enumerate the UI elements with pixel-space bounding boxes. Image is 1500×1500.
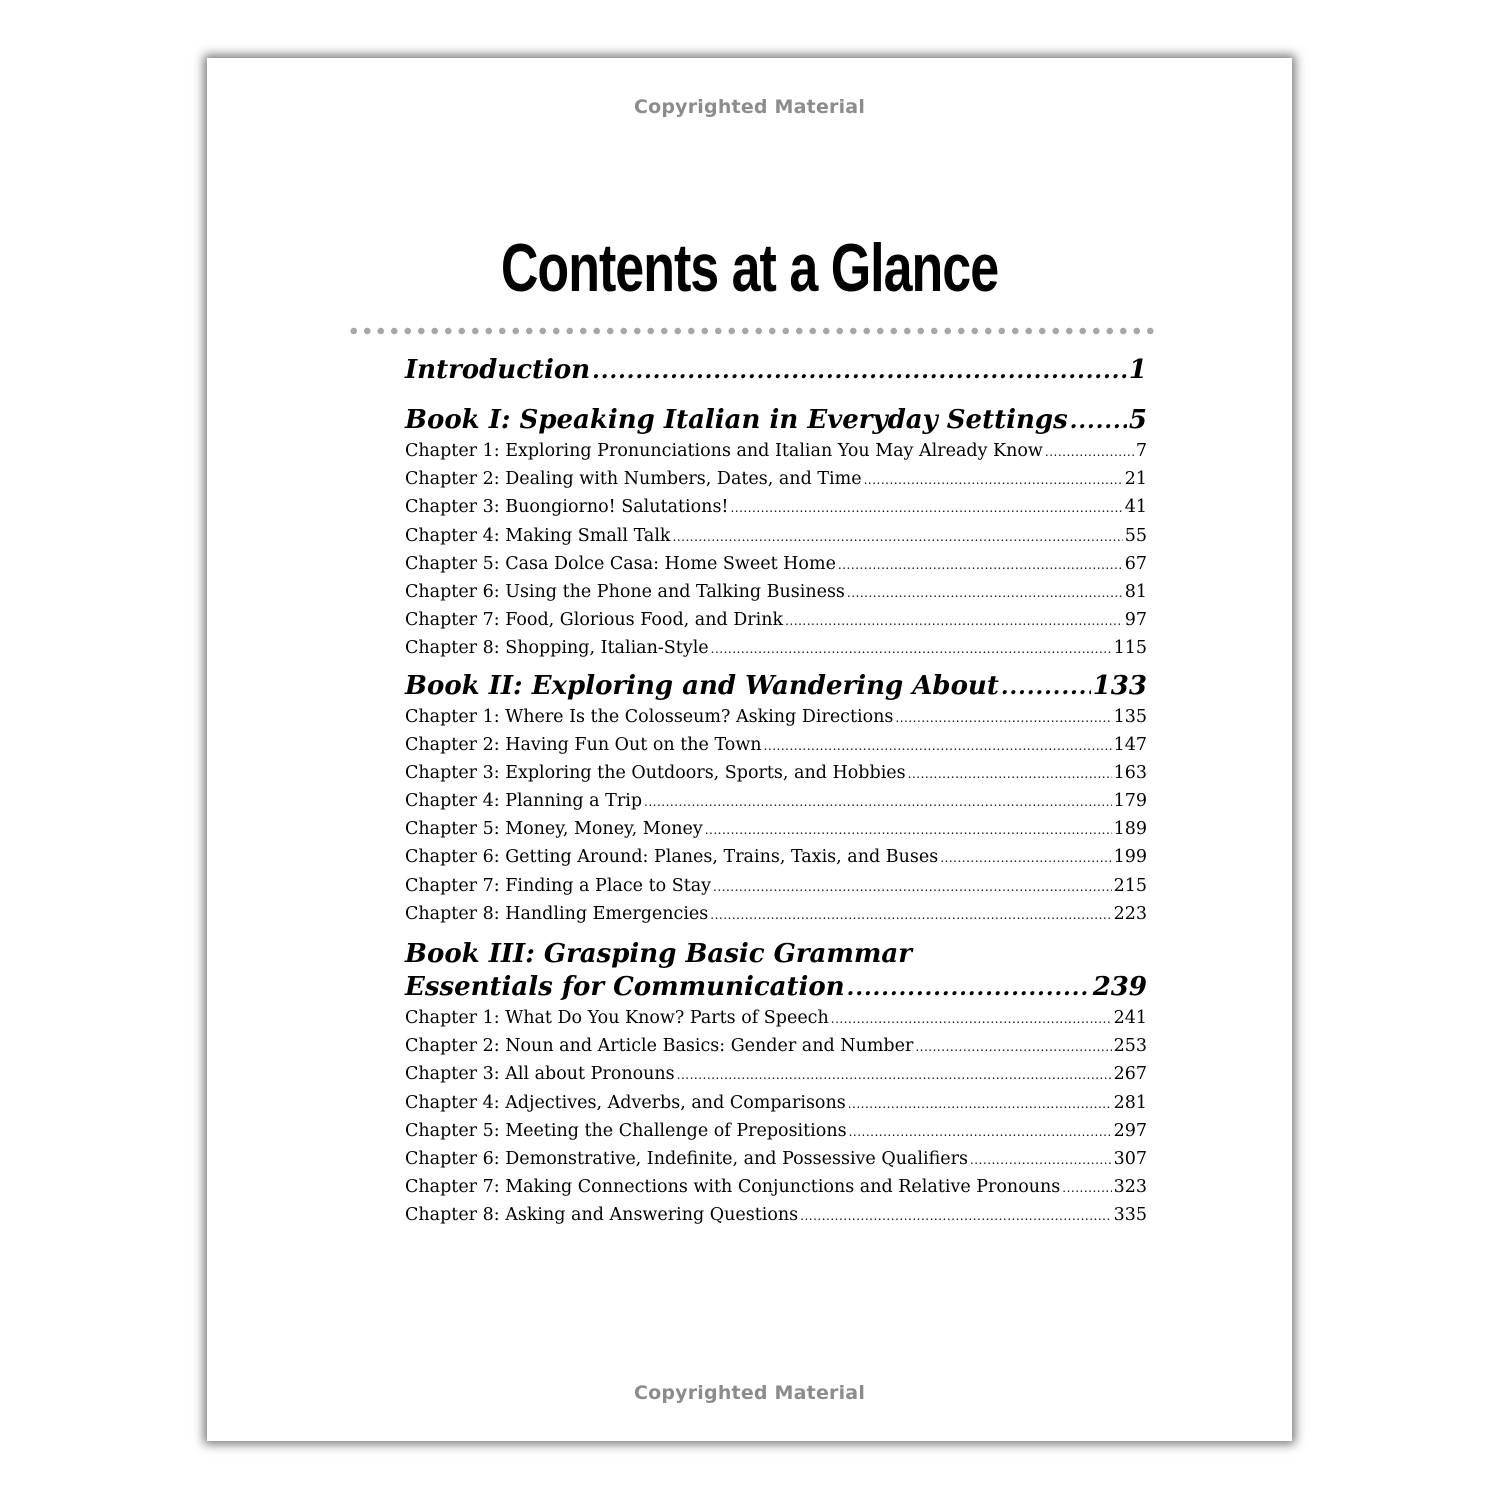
dotted-divider bbox=[347, 326, 1157, 336]
chapter-page: 335 bbox=[1113, 1205, 1147, 1226]
chapter-label: Chapter 6: Demonstrative, Indefinite, and Possessive Qualifiers bbox=[405, 1148, 968, 1169]
chapter-label: Chapter 3: All about Pronouns bbox=[405, 1064, 675, 1085]
chapter-label: Chapter 2: Dealing with Numbers, Dates, and Time bbox=[405, 469, 862, 490]
chapter-label: Chapter 7: Food, Glorious Food, and Drink bbox=[405, 610, 784, 631]
book-1-title: Book I: Speaking Italian in Everyday Settings bbox=[405, 405, 1068, 435]
toc-chapter[interactable] bbox=[405, 787, 1147, 815]
chapter-page: 81 bbox=[1124, 581, 1147, 602]
chapter-label: Chapter 1: Exploring Pronunciations and Italian You May Already Know bbox=[405, 441, 1043, 461]
chapter-page: 147 bbox=[1113, 734, 1147, 755]
dot-leader bbox=[895, 704, 1111, 732]
toc-book-3[interactable] bbox=[405, 970, 1147, 1004]
dot-leader bbox=[711, 635, 1112, 663]
toc-chapter[interactable] bbox=[405, 759, 1147, 787]
chapter-label: Chapter 2: Having Fun Out on the Town bbox=[405, 734, 762, 755]
toc-chapter[interactable] bbox=[405, 493, 1147, 521]
chapter-label: Chapter 8: Shopping, Italian-Style bbox=[405, 638, 709, 659]
chapter-page: 267 bbox=[1113, 1064, 1147, 1085]
chapter-label: Chapter 2: Noun and Article Basics: Gender and Number bbox=[405, 1036, 914, 1057]
dot-leader bbox=[908, 760, 1112, 788]
chapter-label: Chapter 7: Making Connections with Conjunctions and Relative Pronouns bbox=[405, 1177, 1061, 1198]
chapter-page: 163 bbox=[1113, 762, 1147, 783]
dot-leader bbox=[848, 1090, 1112, 1118]
chapter-page: 241 bbox=[1113, 1008, 1147, 1028]
chapter-page: 41 bbox=[1124, 497, 1147, 518]
toc-chapter[interactable] bbox=[405, 1089, 1147, 1117]
toc-chapter[interactable] bbox=[405, 606, 1147, 634]
chapter-label: Chapter 6: Getting Around: Planes, Trains, Taxis, and Buses bbox=[405, 847, 939, 868]
chapter-label: Chapter 8: Handling Emergencies bbox=[405, 903, 709, 924]
toc-chapter[interactable] bbox=[405, 1004, 1147, 1032]
chapter-page: 67 bbox=[1124, 553, 1147, 574]
toc-chapter[interactable] bbox=[405, 1201, 1147, 1229]
dot-leader bbox=[710, 901, 1111, 929]
chapter-label: Chapter 3: Buongiorno! Salutations! bbox=[405, 497, 729, 518]
chapter-page: 189 bbox=[1113, 819, 1147, 840]
chapter-page: 21 bbox=[1124, 469, 1147, 490]
toc-chapter[interactable] bbox=[405, 1032, 1147, 1060]
chapter-page: 215 bbox=[1113, 875, 1147, 896]
dot-leader bbox=[713, 873, 1112, 901]
watermark-bottom: Copyrighted Material bbox=[633, 1382, 866, 1404]
toc-introduction-page: 1 bbox=[1128, 355, 1147, 385]
dot-leader bbox=[849, 1118, 1112, 1146]
toc-chapter[interactable] bbox=[405, 437, 1147, 465]
toc-chapter[interactable] bbox=[405, 1117, 1147, 1145]
chapter-page: 199 bbox=[1113, 847, 1147, 868]
toc-chapter[interactable] bbox=[405, 843, 1147, 871]
toc-chapter[interactable] bbox=[405, 578, 1147, 606]
dot-leader bbox=[764, 732, 1112, 760]
dot-leader bbox=[785, 607, 1123, 635]
chapter-page: 55 bbox=[1124, 525, 1147, 546]
chapter-page: 323 bbox=[1113, 1177, 1147, 1198]
chapter-label: Chapter 4: Adjectives, Adverbs, and Comparisons bbox=[405, 1092, 846, 1113]
dot-leader bbox=[838, 551, 1123, 579]
dot-leader bbox=[847, 971, 1091, 1005]
chapter-label: Chapter 1: Where Is the Colosseum? Asking Directions bbox=[405, 706, 894, 727]
dot-leader bbox=[915, 1033, 1111, 1061]
chapter-label: Chapter 1: What Do You Know? Parts of Speech bbox=[405, 1008, 829, 1028]
dot-leader bbox=[677, 1061, 1112, 1089]
chapter-label: Chapter 7: Finding a Place to Stay bbox=[405, 875, 712, 896]
dot-leader bbox=[705, 816, 1112, 844]
toc-chapter[interactable] bbox=[405, 872, 1147, 900]
toc-chapter[interactable] bbox=[405, 1145, 1147, 1173]
dot-leader bbox=[1070, 404, 1127, 438]
book-page bbox=[207, 58, 1292, 1441]
toc-chapter[interactable] bbox=[405, 1060, 1147, 1088]
toc-chapter[interactable] bbox=[405, 634, 1147, 662]
dot-leader bbox=[831, 1005, 1112, 1033]
chapter-label: Chapter 5: Casa Dolce Casa: Home Sweet Home bbox=[405, 553, 836, 574]
toc-chapter[interactable] bbox=[405, 900, 1147, 928]
book-2-page: 133 bbox=[1092, 670, 1147, 701]
chapter-label: Chapter 4: Planning a Trip bbox=[405, 791, 643, 812]
chapter-page: 135 bbox=[1113, 706, 1147, 727]
dot-leader bbox=[1001, 670, 1091, 704]
chapter-page: 281 bbox=[1113, 1092, 1147, 1113]
dot-leader bbox=[730, 494, 1122, 522]
chapter-label: Chapter 6: Using the Phone and Talking Business bbox=[405, 581, 845, 602]
toc-chapter[interactable] bbox=[405, 465, 1147, 493]
dot-leader bbox=[644, 788, 1112, 816]
chapter-page: 179 bbox=[1113, 791, 1147, 812]
toc-chapter[interactable] bbox=[405, 815, 1147, 843]
dot-leader bbox=[592, 354, 1127, 388]
toc-chapter[interactable] bbox=[405, 731, 1147, 759]
toc-chapter[interactable] bbox=[405, 703, 1147, 731]
dot-leader bbox=[1062, 1174, 1111, 1202]
chapter-page: 115 bbox=[1113, 638, 1147, 659]
toc-book-2[interactable] bbox=[405, 669, 1147, 703]
toc-introduction-label: Introduction bbox=[405, 355, 591, 385]
chapter-label: Chapter 5: Meeting the Challenge of Prepositions bbox=[405, 1120, 847, 1141]
toc-chapter[interactable] bbox=[405, 550, 1147, 578]
chapter-label: Chapter 3: Exploring the Outdoors, Sports, and Hobbies bbox=[405, 762, 906, 783]
book-3-title-line2: Essentials for Communication bbox=[405, 972, 845, 1002]
watermark-top: Copyrighted Material bbox=[633, 96, 866, 118]
chapter-page: 297 bbox=[1113, 1120, 1147, 1141]
page-title: Contents at a Glance bbox=[500, 231, 999, 307]
toc-chapter[interactable] bbox=[405, 1173, 1147, 1201]
dot-leader bbox=[800, 1202, 1111, 1230]
chapter-page: 97 bbox=[1124, 610, 1147, 631]
chapter-page: 223 bbox=[1113, 903, 1147, 924]
dot-leader bbox=[847, 579, 1123, 607]
chapter-label: Chapter 4: Making Small Talk bbox=[405, 525, 671, 546]
chapter-page: 7 bbox=[1135, 441, 1147, 461]
toc-book-1[interactable] bbox=[405, 403, 1147, 437]
dot-leader bbox=[673, 523, 1123, 551]
dot-leader bbox=[940, 844, 1111, 872]
chapter-page: 253 bbox=[1113, 1036, 1147, 1057]
chapter-label: Chapter 8: Asking and Answering Questions bbox=[405, 1205, 799, 1226]
book-2-title: Book II: Exploring and Wandering About bbox=[405, 670, 999, 701]
toc-introduction[interactable] bbox=[405, 353, 1147, 387]
dot-leader bbox=[970, 1146, 1112, 1174]
chapter-label: Chapter 5: Money, Money, Money bbox=[405, 819, 703, 840]
toc-chapter[interactable] bbox=[405, 522, 1147, 550]
chapter-page: 307 bbox=[1113, 1148, 1147, 1169]
book-1-page: 5 bbox=[1128, 405, 1147, 435]
book-3-title-line1[interactable]: Book III: Grasping Basic Grammar bbox=[405, 939, 912, 969]
dot-leader bbox=[1045, 438, 1134, 466]
book-3-page: 239 bbox=[1092, 972, 1147, 1002]
table-of-contents bbox=[405, 353, 1147, 1230]
dot-leader bbox=[864, 466, 1123, 494]
